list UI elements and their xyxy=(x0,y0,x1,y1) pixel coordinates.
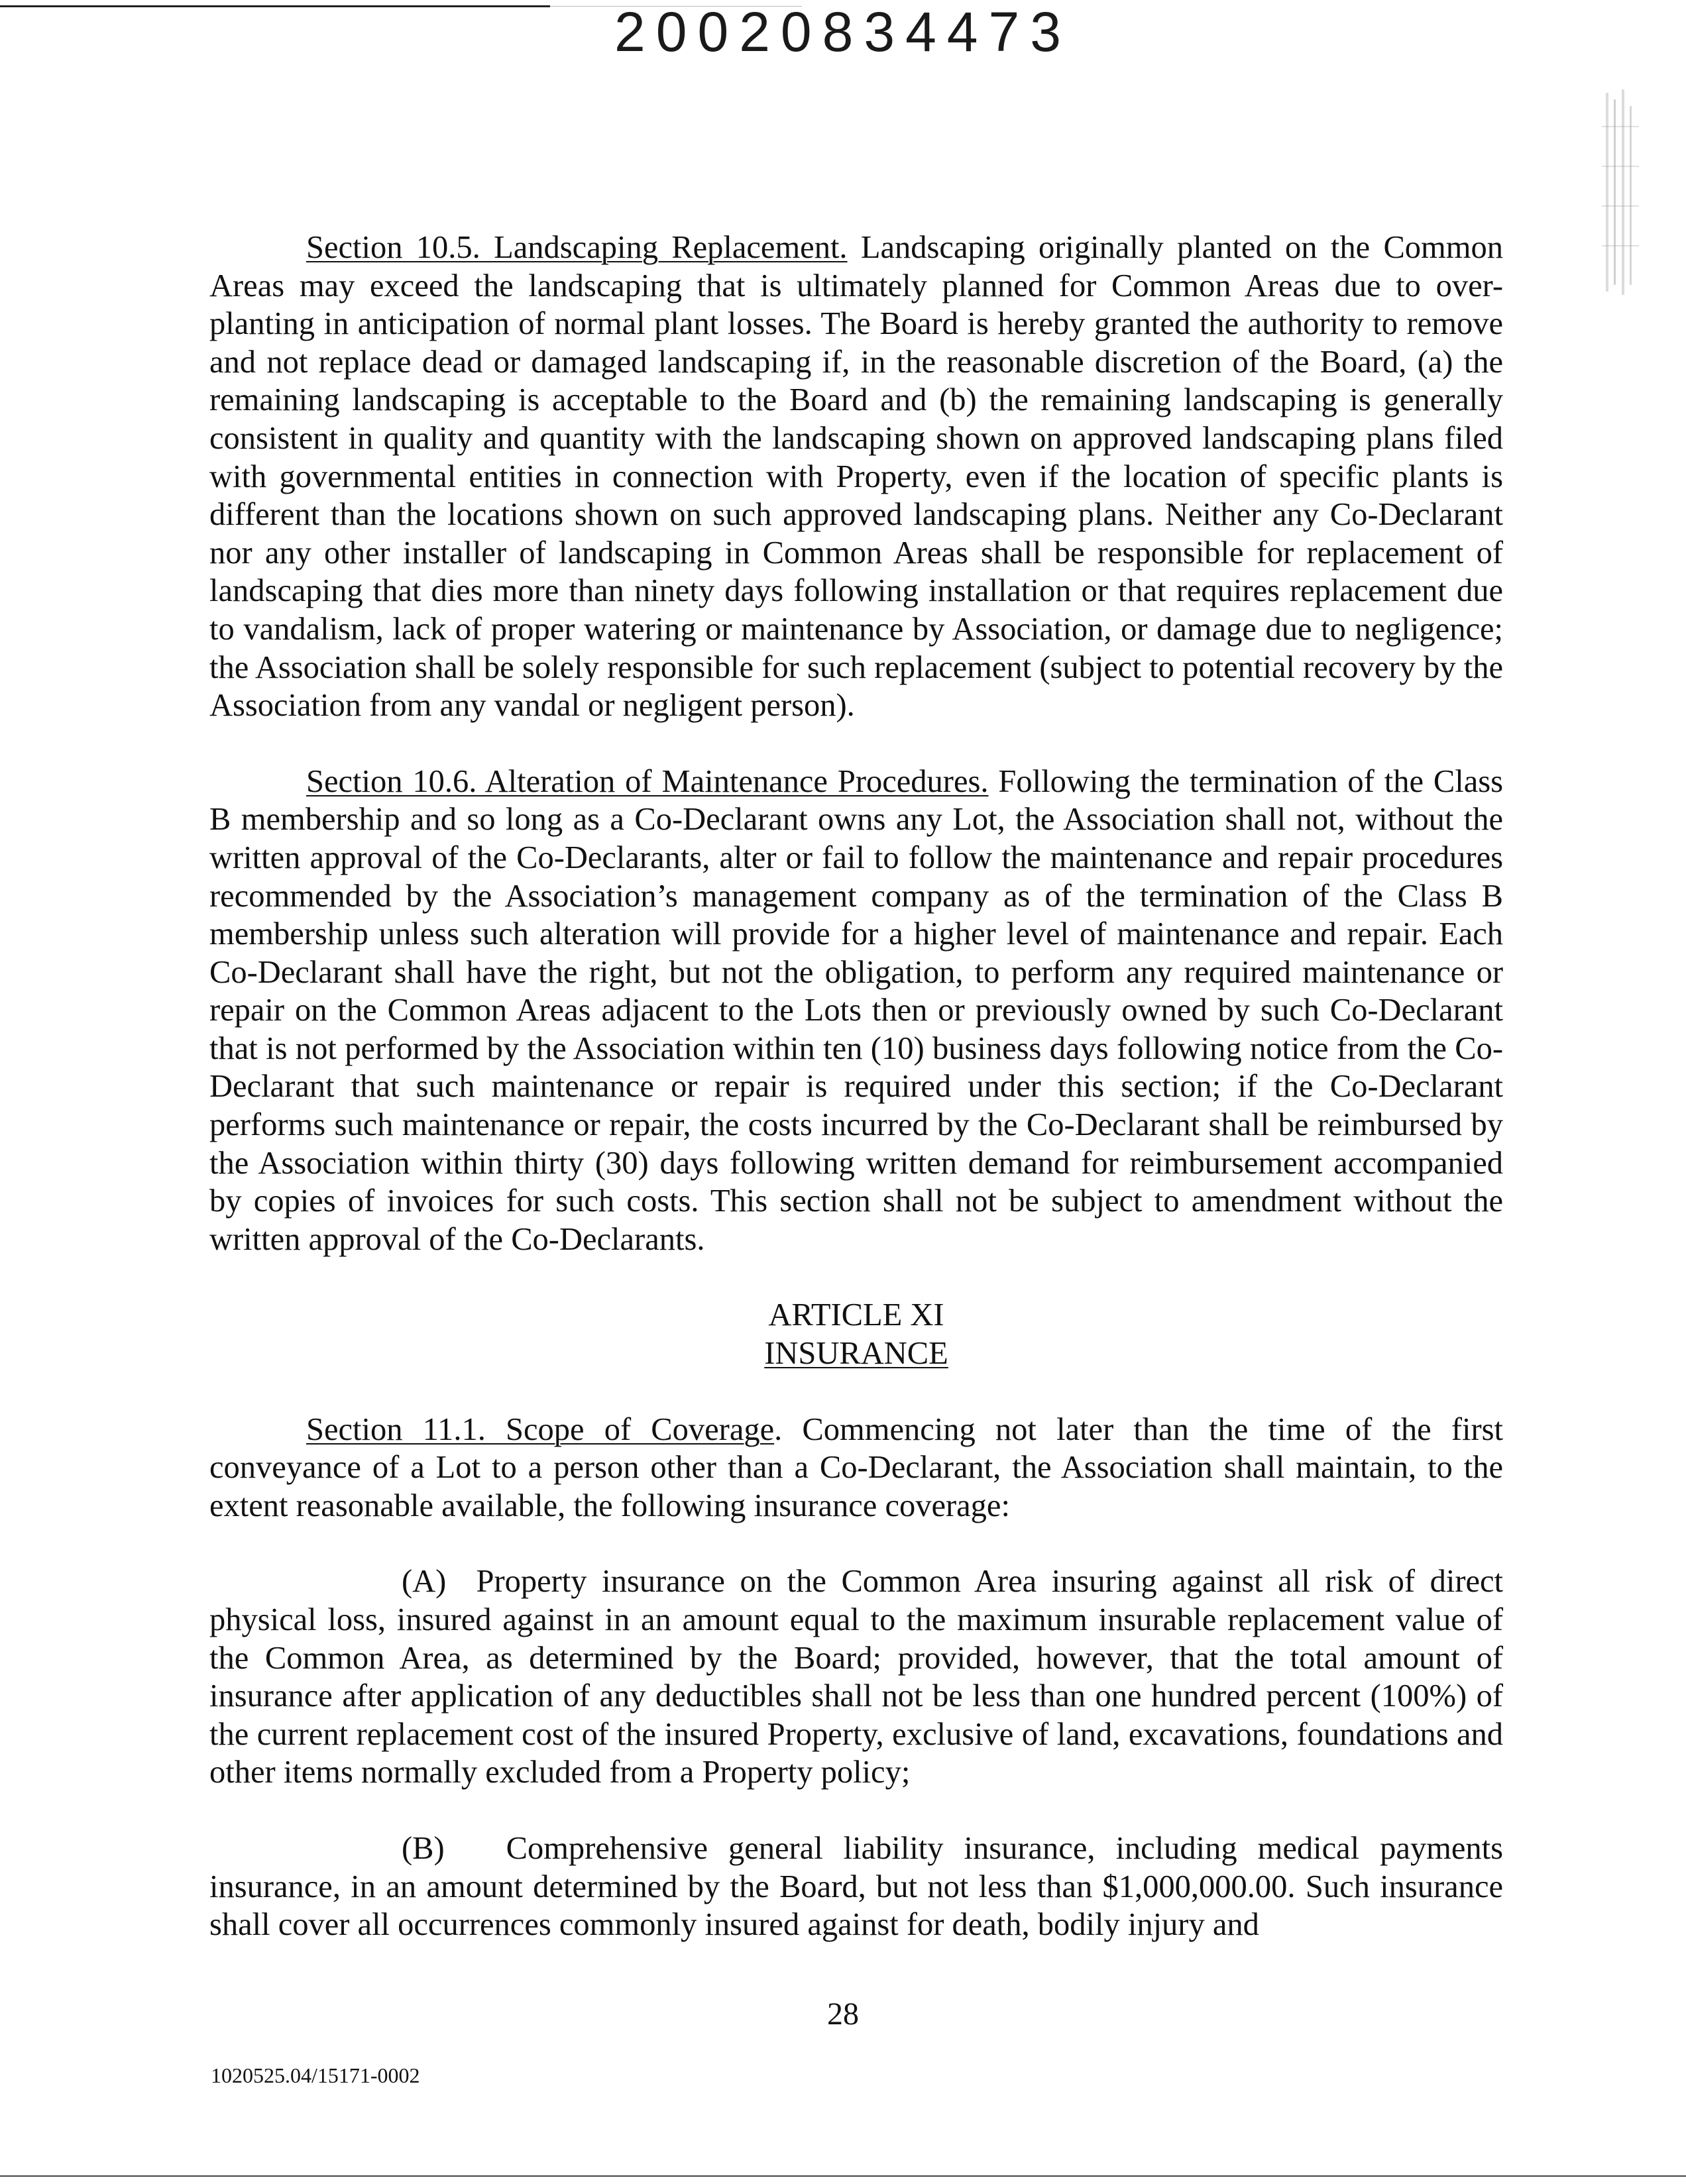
section-11-1-heading: Section 11.1. Scope of Coverage xyxy=(306,1411,775,1447)
section-10-5-heading: Section 10.5. Landscaping Replacement. xyxy=(306,230,848,265)
bottom-scan-rule xyxy=(0,2175,1686,2177)
item-a xyxy=(209,1562,1503,1792)
section-10-6 xyxy=(209,763,1503,1259)
section-10-5 xyxy=(209,229,1503,725)
footer-document-code: 1020525.04/15171-0002 xyxy=(211,2063,420,2087)
item-b-label: (B) xyxy=(402,1830,445,1866)
item-b xyxy=(209,1829,1503,1944)
item-b-text: Comprehensive general liability insurance, including medical payments insurance, in an amount determined by the Board, but not less than $1,000,000.00. Such insurance shall cover all occurrences commonly insured against for death, bodily injury and xyxy=(209,1830,1503,1943)
page-number: 28 xyxy=(827,1996,859,2032)
article-title: INSURANCE xyxy=(764,1336,948,1372)
article-number: ARTICLE XI xyxy=(768,1297,944,1333)
section-10-5-text: Landscaping originally planted on the Common Areas may exceed the landscaping that is ultimately planned for Common Areas due to over-planting in anticipation of normal plant losses. The Board is hereby granted the authority to remove and not replace dead or damaged landscaping if, in the reasonable discretion of the Board, (a) the remaining landscaping is acceptable to the Board and (b) the remaining landscaping is generally consistent in quality and quantity with the landscaping shown on approved landscaping plans filed with governmental entities in connection with Property, even if the location of specific plants is different than the locations shown on such approved landscaping plans. Neither any Co-Declarant nor any other installer of landscaping in Common Areas shall be responsible for replacement of landscaping that dies more than ninety days following installation or that requires replacement due to vandalism, lack of proper watering or maintenance by Association, or damage due to negligence; the Association shall be solely responsible for such replacement (subject to potential recovery by the Association from any vandal or negligent person). xyxy=(209,230,1503,724)
margin-stamp-mark xyxy=(1601,86,1640,305)
item-a-label: (A) xyxy=(402,1564,447,1600)
item-a-text: Property insurance on the Common Area insuring against all risk of direct physical loss, insured against in an amount equal to the maximum insurable replacement value of the Common Area, as determined by the Board; provided, however, that the total amount of insurance after application of any deductibles shall not be less than one hundred percent (100%) of the current replacement cost of the insured Property, exclusive of land, excavations, foundations and other items normally excluded from a Property policy; xyxy=(209,1564,1504,1790)
page-body xyxy=(209,229,1503,1944)
section-10-6-text: Following the termination of the Class B membership and so long as a Co-Declarant owns any Lot, the Association shall not, without the written approval of the Co-Declarants, alter or fail to follow the maintenance and repair procedures recommended by the Association’s management company as of the termination of the Class B membership unless such alteration will provide for a higher level of maintenance and repair. Each Co-Declarant shall have the right, but not the obligation, to perform any required maintenance or repair on the Common Areas adjacent to the Lots then or previously owned by such Co-Declarant that is not performed by the Association within ten (10) business days following notice from the Co-Declarant that such maintenance or repair is required under this section; if the Co-Declarant performs such maintenance or repair, the costs incurred by the Co-Declarant shall be reimbursed by the Association within thirty (30) days following written demand for reimbursement accompanied by copies of invoices for such costs. This section shall not be subject to amendment without the written approval of the Co-Declarants. xyxy=(209,763,1503,1257)
document-number: 20020834473 xyxy=(614,1,1072,63)
article-title-line xyxy=(209,1335,1503,1373)
section-11-1 xyxy=(209,1411,1503,1525)
section-10-6-heading: Section 10.6. Alteration of Maintenance Procedures. xyxy=(306,763,989,799)
section-11-1-text: . Commencing not later than the time of the first conveyance of a Lot to a person other than a Co-Declarant, the Association shall maintain, to the extent reasonable available, the following insurance coverage: xyxy=(209,1411,1503,1523)
